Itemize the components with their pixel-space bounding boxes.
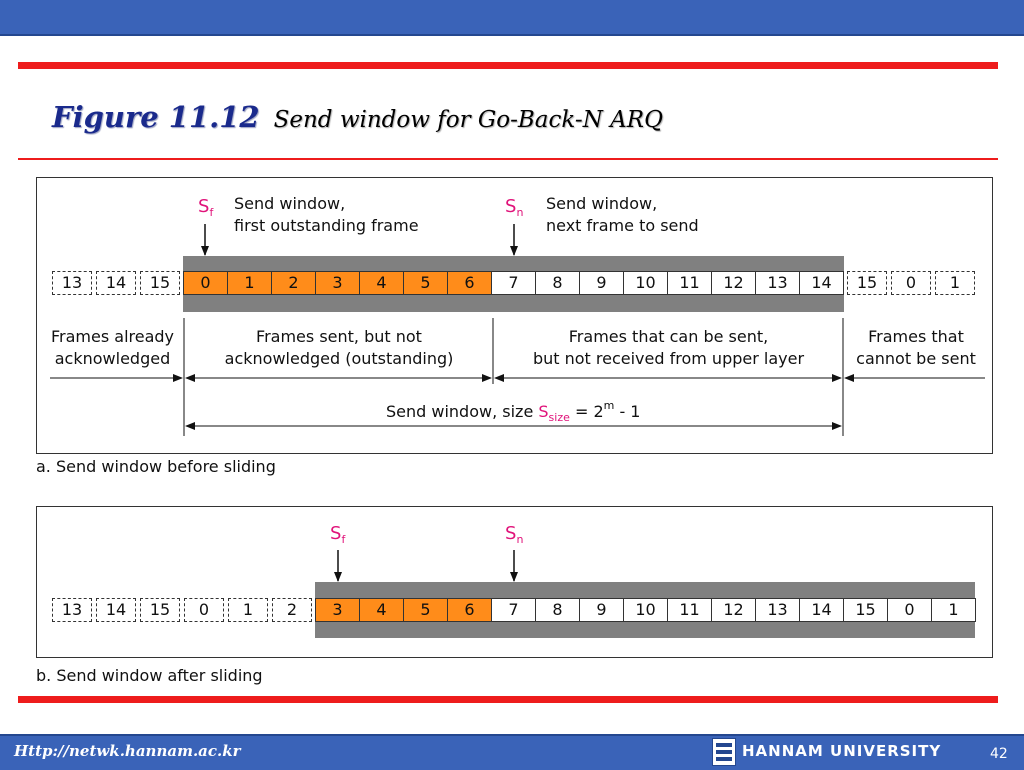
unsendable-frame: 15 [847,271,887,295]
figure-caption: Send window for Go-Back-N ARQ [273,107,663,133]
footer-bar [0,734,1024,770]
page-number: 42 [990,746,1008,762]
region-cannot-send: Frames that cannot be sent [856,327,976,368]
sendable-frame: 10 [623,271,668,295]
bottom-red-rule [18,696,998,703]
acknowledged-frame: 13 [52,271,92,295]
sn-description: Send window, next frame to send [546,194,699,235]
sendable-frame: 12 [711,598,756,622]
region-acknowledged: Frames already acknowledged [50,327,175,368]
university-logo-icon [712,738,736,766]
sendable-frame: 7 [491,271,536,295]
sendable-frame: 10 [623,598,668,622]
outstanding-frame: 5 [403,271,448,295]
region-sendable: Frames that can be sent, but not received from upper layer [532,327,805,368]
acknowledged-frame: 14 [96,271,136,295]
unsendable-frame: 0 [891,271,931,295]
sendable-frame: 11 [667,271,712,295]
outstanding-frame: 5 [403,598,448,622]
sf-label-b: $S_f$ [330,523,346,546]
footer-url[interactable]: Http://netwk.hannam.ac.kr [14,742,241,760]
sendable-frame: 14 [799,271,844,295]
sendable-frame: 7 [491,598,536,622]
region-outstanding: Frames sent, but not acknowledged (outstanding) [224,327,454,368]
title-underline [18,158,998,160]
outstanding-frame: 3 [315,598,360,622]
header-bar [0,0,1024,36]
sendable-frame: 11 [667,598,712,622]
acknowledged-frame: 14 [96,598,136,622]
sendable-frame: 12 [711,271,756,295]
panel-b-caption: b. Send window after sliding [36,666,263,685]
outstanding-frame: 1 [227,271,272,295]
sf-label-a: $S_f$ [198,196,214,219]
acknowledged-frame: 1 [228,598,268,622]
acknowledged-frame: 15 [140,271,180,295]
acknowledged-frame: 13 [52,598,92,622]
sendable-frame: 8 [535,271,580,295]
outstanding-frame: 3 [315,271,360,295]
sendable-frame: 14 [799,598,844,622]
panel-a-caption: a. Send window before sliding [36,457,276,476]
sendable-frame: 8 [535,598,580,622]
acknowledged-frame: 2 [272,598,312,622]
outstanding-frame: 4 [359,271,404,295]
sendable-frame: 15 [843,598,888,622]
window-size-formula: Send window, size $S_{size} = 2^m - 1$ [386,399,641,424]
acknowledged-frame: 0 [184,598,224,622]
sendable-frame: 9 [579,598,624,622]
sendable-frame: 13 [755,271,800,295]
outstanding-frame: 4 [359,598,404,622]
outstanding-frame: 6 [447,271,492,295]
outstanding-frame: 0 [183,271,228,295]
unsendable-frame: 1 [935,271,975,295]
slide-title [52,100,663,134]
sendable-frame: 9 [579,271,624,295]
university-name: HANNAM UNIVERSITY [742,742,942,760]
sn-label-a: $S_n$ [505,196,524,219]
outstanding-frame: 2 [271,271,316,295]
figure-label: Figure 11.12 [52,100,260,134]
sendable-frame: 1 [931,598,976,622]
acknowledged-frame: 15 [140,598,180,622]
sn-label-b: $S_n$ [505,523,524,546]
sf-description: Send window, first outstanding frame [234,194,419,235]
top-red-rule [18,62,998,69]
outstanding-frame: 6 [447,598,492,622]
sendable-frame: 0 [887,598,932,622]
sendable-frame: 13 [755,598,800,622]
